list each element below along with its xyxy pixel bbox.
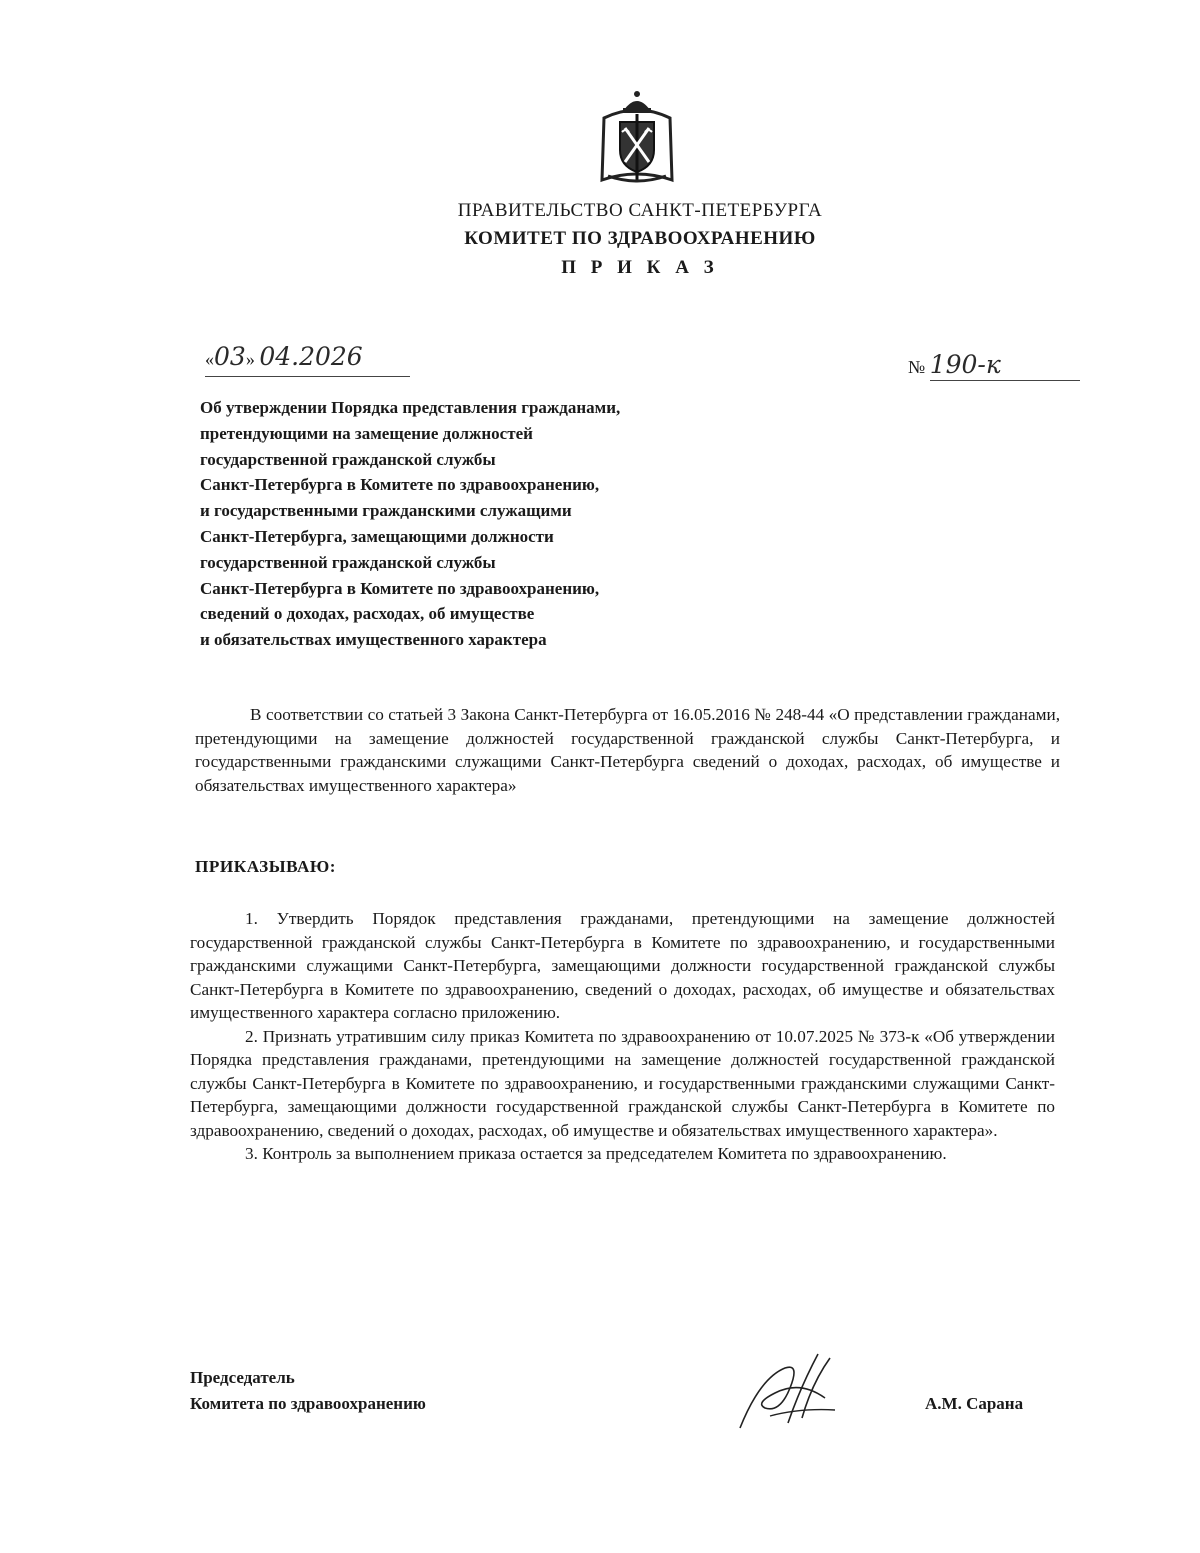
handwritten-signature-icon: [730, 1348, 850, 1438]
title-line: и обязательствах имущественного характера: [200, 630, 547, 650]
title-line: Санкт-Петербурга в Комитете по здравоохранению,: [200, 578, 600, 598]
order-word: ПРИКАЗЫВАЮ:: [195, 857, 337, 876]
order-title: [200, 395, 820, 653]
date-day: 03: [214, 342, 246, 371]
date-month-year: 04.2026: [259, 342, 363, 371]
signer-position: [190, 1365, 426, 1417]
number-value: 190-к: [929, 350, 1001, 379]
signer-position-line2: Комитета по здравоохранению: [190, 1394, 426, 1413]
order-item-2: 2. Признать утратившим силу приказ Комитета по здравоохранению от 10.07.2025 № 373-к «Об утверждении Порядка представления гражданами, претендующими на замещение должностей государственной гражданской службы Санкт-Петербурга в Комитете по здравоохранению, и государственными гражданскими служащими Санкт-Петербурга, замещающими должности государственной гражданской службы Санкт-Петербурга в Комитете по здравоохранению, сведений о доходах, расходах, об имуществе и обязательствах имущественного характера».: [190, 1026, 1055, 1140]
title-line: Санкт-Петербурга в Комитете по здравоохранению,: [200, 475, 600, 495]
order-date: [205, 342, 363, 371]
title-line: сведений о доходах, расходах, об имуществе: [200, 604, 535, 624]
order-items: [190, 907, 1055, 1166]
document-type: П Р И К А З: [561, 257, 719, 278]
order-item-3: 3. Контроль за выполнением приказа остается за председателем Комитета по здравоохранению.: [245, 1144, 947, 1163]
date-open-quote: «: [205, 349, 214, 369]
title-line: и государственными гражданскими служащими: [200, 501, 572, 521]
date-close-quote: »: [245, 349, 255, 369]
order-number: [908, 350, 1001, 379]
number-label: №: [908, 357, 926, 377]
title-line: претендующими на замещение должностей: [200, 423, 533, 443]
government-name: ПРАВИТЕЛЬСТВО САНКТ-ПЕТЕРБУРГА: [457, 200, 823, 221]
signer-position-line1: Председатель: [190, 1368, 295, 1387]
number-underline: [930, 380, 1080, 381]
date-underline: [205, 376, 410, 377]
coat-of-arms-icon: [596, 88, 678, 186]
committee-name: КОМИТЕТ ПО ЗДРАВООХРАНЕНИЮ: [464, 228, 816, 249]
preamble-paragraph: В соответствии со статьей 3 Закона Санкт-Петербурга от 16.05.2016 № 248-44 «О представлении гражданами, претендующими на замещение должностей государственной гражданской службы Санкт-Петербурга, и государственными гражданскими служащими Санкт-Петербурга сведений о доходах, расходах, об имуществе и обязательствах имущественного характера»: [195, 705, 1060, 795]
title-line: Об утверждении Порядка представления гражданами,: [200, 398, 621, 417]
signer-name: А.М. Сарана: [925, 1394, 1024, 1413]
title-line: Санкт-Петербурга, замещающими должности: [200, 526, 554, 546]
title-line: государственной гражданской службы: [200, 449, 496, 469]
order-item-1: 1. Утвердить Порядок представления гражданами, претендующими на замещение должностей государственной гражданской службы Санкт-Петербурга в Комитете по здравоохранению, и государственными гражданскими служащими Санкт-Петербурга, замещающими должности государственной гражданской службы Санкт-Петербурга в Комитете по здравоохранению, сведений о доходах, расходах, об имуществе и обязательствах имущественного характера согласно приложению.: [190, 909, 1055, 1022]
title-line: государственной гражданской службы: [200, 552, 496, 572]
